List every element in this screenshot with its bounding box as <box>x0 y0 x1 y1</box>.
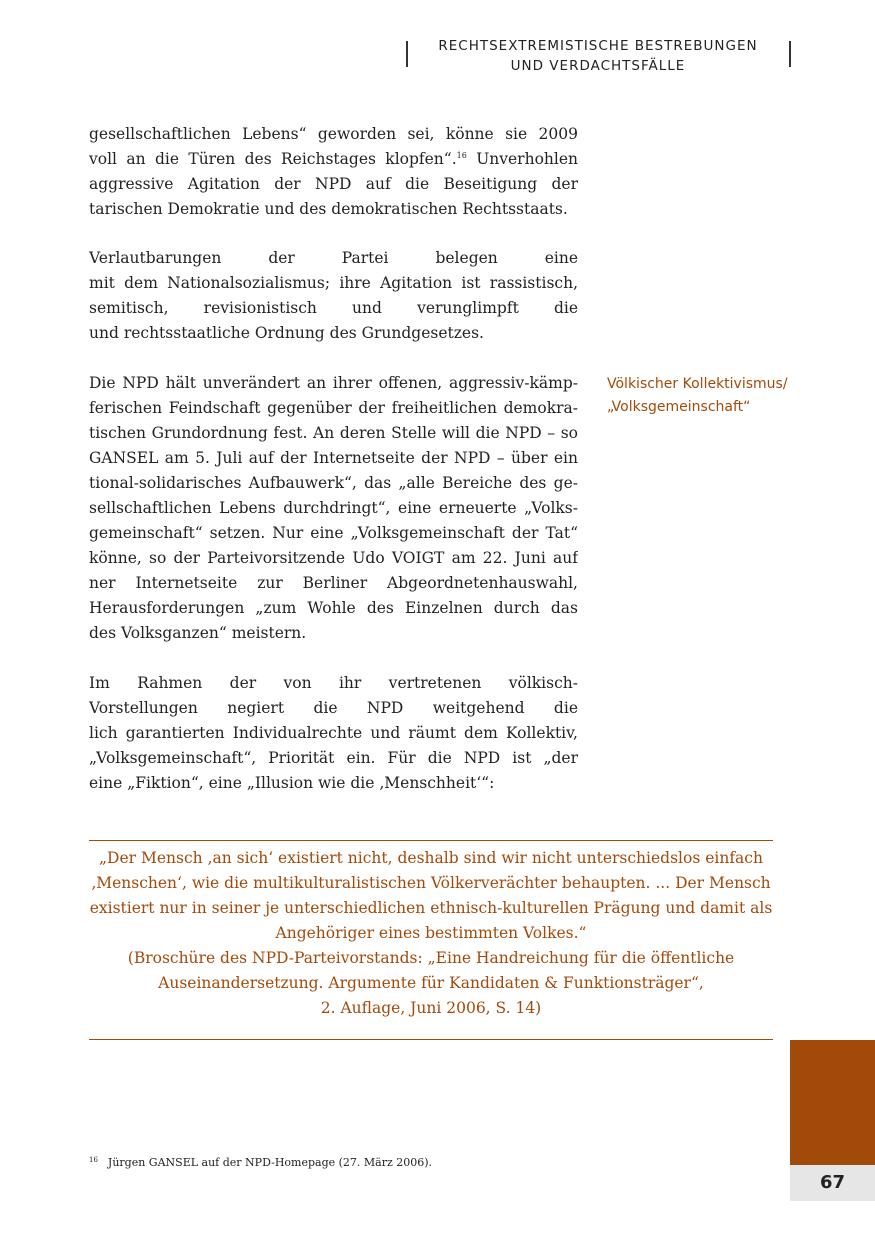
quote-line: existiert nur in seiner je unterschiedlichen ethnisch-kulturellen Prägung und damit als <box>89 899 773 917</box>
text-segment: voll an die Türen des Reichstages klopfen“. <box>89 150 457 168</box>
block-quote <box>89 846 773 1021</box>
text-line: mit dem Nationalsozialismus; ihre Agitation ist rassistisch, <box>89 274 578 292</box>
footnote <box>89 1152 432 1171</box>
text-line: tarischen Demokratie und des demokratischen Rechtsstaats. <box>89 200 568 218</box>
text-line <box>89 147 578 172</box>
text-line: gemeinschaft“ setzen. Nur eine „Volksgemeinschaft der Tat“ <box>89 524 578 542</box>
footnote-text: Jürgen GANSEL auf der NPD-Homepage (27. März 2006). <box>107 1156 433 1169</box>
quote-rule-bottom <box>89 1039 773 1040</box>
running-header <box>410 36 786 76</box>
text-line: aggressive Agitation der NPD auf die Beseitigung der <box>89 175 578 193</box>
page-tab-accent-block <box>790 1040 875 1165</box>
text-line: Im Rahmen der von ihr vertretenen völkisch- <box>89 674 578 692</box>
text-segment: Unverhohlen <box>476 150 578 168</box>
paragraph-2 <box>89 246 578 346</box>
quote-line: Angehöriger eines bestimmten Volkes.“ <box>275 924 587 942</box>
paragraph-3 <box>89 371 578 646</box>
text-line: könne, so der Parteivorsitzende Udo VOIGT am 22. Juni auf <box>89 549 578 567</box>
text-line: Verlautbarungen der Partei belegen eine <box>89 249 578 267</box>
paragraph-1 <box>89 122 578 222</box>
text-line: ner Internetseite zur Berliner Abgeordnetenhauswahl, <box>89 574 578 592</box>
header-divider-right <box>789 41 791 67</box>
footnote-number: 16 <box>89 1156 98 1164</box>
paragraph-4 <box>89 671 578 796</box>
text-line: eine „Fiktion“, eine „Illusion wie die ‚Menschheit‘“: <box>89 774 495 792</box>
text-line: „Volksgemeinschaft“, Priorität ein. Für die NPD ist „der <box>89 749 578 767</box>
margin-note-line-1: Völkischer Kollektivismus/ <box>607 376 788 392</box>
margin-note <box>607 373 827 419</box>
running-header-line-1: RECHTSEXTREMISTISCHE BESTREBUNGEN <box>438 38 758 54</box>
text-line: sellschaftlichen Lebens durchdringt“, eine erneuerte „Volks- <box>89 499 578 517</box>
text-line: tional-solidarisches Aufbauwerk“, das „alle Bereiche des ge- <box>89 474 578 492</box>
text-line: Herausforderungen „zum Wohle des Einzelnen durch das <box>89 599 578 617</box>
text-line: Vorstellungen negiert die NPD weitgehend die <box>89 699 578 717</box>
quote-source-line: 2. Auflage, Juni 2006, S. 14) <box>320 999 542 1017</box>
quote-line: ‚Menschen‘, wie die multikulturalistischen Völkerverächter behaupten. ... Der Mensch <box>91 874 771 892</box>
text-line: Die NPD hält unverändert an ihrer offenen, aggressiv-kämp- <box>89 374 578 392</box>
quote-source-line: (Broschüre des NPD-Parteivorstands: „Eine Handreichung für die öffentliche <box>127 949 735 967</box>
page-number: 67 <box>790 1165 875 1201</box>
header-divider-left <box>406 41 408 67</box>
text-line: tischen Grundordnung fest. An deren Stelle will die NPD – so <box>89 424 578 442</box>
footnote-reference[interactable]: 16 <box>456 151 467 160</box>
quote-rule-top <box>89 840 773 841</box>
text-line: semitisch, revisionistisch und verunglimpft die <box>89 299 578 317</box>
text-line: und rechtsstaatliche Ordnung des Grundgesetzes. <box>89 324 484 342</box>
text-line: ferischen Feindschaft gegenüber der freiheitlichen demokra- <box>89 399 578 417</box>
text-line: des Volksganzen“ meistern. <box>89 624 307 642</box>
text-line: gesellschaftlichen Lebens“ geworden sei, könne sie 2009 <box>89 125 578 143</box>
quote-line: „Der Mensch ‚an sich‘ existiert nicht, deshalb sind wir nicht unterschiedslos einfach <box>99 849 763 867</box>
text-line: GANSEL am 5. Juli auf der Internetseite der NPD – über ein <box>89 449 578 467</box>
running-header-line-2: UND VERDACHTSFÄLLE <box>510 58 686 74</box>
quote-source-line: Auseinandersetzung. Argumente für Kandidaten & Funktionsträger“, <box>158 974 704 992</box>
text-line: lich garantierten Individualrechte und räumt dem Kollektiv, <box>89 724 578 742</box>
margin-note-line-2: „Volksgemeinschaft“ <box>607 399 751 415</box>
